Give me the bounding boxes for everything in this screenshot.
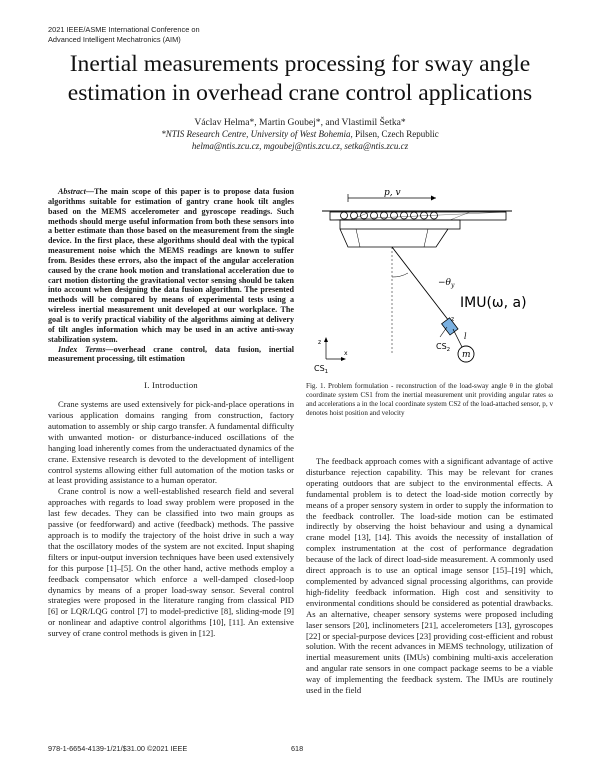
intro-paragraph-1: Crane systems are used extensively for pick-and-place operations in various application domains ranging from construction, factory automation to assembly or ship cargo transfer. A fundamental difficulty with unwanted motion- or disturbance-induced oscillations of the hanging load inherently comes from the underactuated dynamics of the crane. Extensive research is devoted to the development of intelligent control systems allowing either full automation of the motion tasks or at least providing assistance to a human operator. — [48, 399, 294, 486]
conference-header — [48, 25, 200, 44]
paper-title — [30, 50, 570, 108]
crane-figure — [300, 187, 562, 377]
cs1-label: $CS_1$ — [314, 364, 329, 375]
cs2-label: $CS_2$ — [436, 342, 451, 353]
trolley-frame — [340, 229, 448, 247]
abstract-text: —The main scope of this paper is to propose data fusion algorithms suitable for estimation of gantry crane hook tilt angles based on the MEMS accelerometer and gyroscope readings. Such methods should merge useful information from both these sensors into a better estimate than those based on the measurement from the single device. In the first place, these algorithms should deal with the typical measurement noise which the MEMS readings are known to suffer from. Besides these errors, also the impact of the angular acceleration caused by the crane hook motion and translational acceleration due to cart motion distorting the gravitational vector sensing should be taken into account when designing the data fusion algorithm. The presented methods will be compared by means of experimental tests using a wireless inertial measurement unit developed at our workplace. The goal is to verify practical viability of the algorithms aiming at delivery of tilt angles information which may be used in an active anti-sway stabilization system. — [48, 187, 294, 344]
footer-isbn: 978-1-6654-4139-1/21/$31.00 ©2021 IEEE — [48, 744, 188, 753]
section-heading: I. Introduction — [144, 380, 198, 391]
affiliation — [30, 129, 570, 152]
index-terms-text: —overhead crane control, data fusion, inertial measurement processing, tilt estimation — [48, 344, 294, 364]
affiliation-location: Pilsen, Czech Republic — [355, 129, 439, 139]
theta-arc — [392, 273, 408, 277]
index-terms-label: Index Terms — [58, 344, 106, 354]
intro-paragraph-2: Crane control is now a well-established research field and several approaches with regards to load sway problem were proposed in the last few decades. They can be classified into two main groups as passive (or feedforward) and active (feedback) methods. The passive approach is to modify the trajectory of the hoist drive in such a way that the oscillatory modes of the system are not excited. Input shaping filters or input-output inversion techniques have been used extensively for this purpose [1]–[5]. On the other hand, active methods employ a feedback compensator which enforce a well-damped closed-loop dynamics by means of a proper load-sway sensor. Several control strategies were proposed in the literature ranging from classical PID [6] or LQR/LQG control [7] to model-predictive [8], sliding-mode [9] or nonlinear and adaptive control algorithms [10], [11]. An extensive survey of crane control methods is given in [12]. — [48, 486, 294, 639]
index-terms — [48, 345, 294, 365]
imu-sensor — [442, 318, 458, 335]
pv-label: p, v — [384, 188, 401, 198]
imu-label: IMU(ω, a) — [460, 295, 527, 311]
figure-caption: Fig. 1. Problem formulation - reconstruction of the load-sway angle θ in the global coordinate system CS1 from the inertial measurement unit providing angular rates ω and accelerations a in the local coordinate system CS2 of the load-attached sensor, p, v denotes hoist position and velocity — [306, 382, 553, 417]
abstract-label: Abstract — [58, 187, 86, 196]
affiliation-institution: *NTIS Research Centre, University of West Bohemia, — [161, 129, 353, 139]
authors: Václav Helma*, Martin Goubej*, and Vlastimil Šetka* — [194, 117, 406, 128]
local-z-label: z — [451, 316, 455, 323]
right-paragraph-1: The feedback approach comes with a significant advantage of active disturbance rejection capability. This may be relevant for cranes operating outdoors that are subject to the environmental effects. A fundamental problem is to detect the load-side motion correctly by means of a proper sensory system in order to supply the information to the feedback controller. The load-side motion can be estimated indirectly by observing the hoist behaviour and using a dynamical crane model [13], [14]. This avoids the necessity of installation of complex instrumentation at the cost of performance degradation because of the lack of direct load-side measurement. A commonly used direct approach is to use an optical image sensor [15]–[19] which, complemented by advanced signal processing algorithms, can provide high-fidelity feedback information. High cost and sensitivity to environmental conditions should be considered as potential drawbacks. As an alternative, cheaper sensory systems were proposed including laser sensors [20], inclinometers [21], accelerometers [13], gyroscopes [22] or special-purpose devices [23] providing cost-efficient and robust solution. With the recent advances in MEMS technology, utilization of inertial measurement units (IMUs) combining multi-axis acceleration and angular rate sensors in one compact package seems to be a viable way of implementing the feedback system. The IMUs are routinely used in the field — [306, 456, 553, 696]
global-x-label: x — [344, 350, 348, 357]
page-number: 618 — [291, 744, 304, 753]
girder-hatch — [450, 212, 470, 220]
length-label: l — [464, 332, 467, 341]
abstract — [48, 187, 294, 345]
trolley-body — [340, 220, 460, 229]
theta-label: $-\theta_y$ — [438, 278, 455, 289]
conference-line-1: 2021 IEEE/ASME International Conference on — [48, 25, 200, 34]
left-column — [48, 187, 294, 639]
mass-label: m — [462, 350, 471, 360]
title-line-2: estimation in overhead crane control applications — [67, 80, 533, 106]
global-z-label: z — [318, 339, 322, 346]
title-line-1: Inertial measurements processing for sway angle — [69, 51, 531, 77]
right-column — [306, 456, 553, 696]
conference-line-2: Advanced Intelligent Mechatronics (AIM) — [48, 34, 181, 44]
author-emails: helma@ntis.zcu.cz, mgoubej@ntis.zcu.cz, setka@ntis.zcu.cz — [191, 140, 409, 151]
